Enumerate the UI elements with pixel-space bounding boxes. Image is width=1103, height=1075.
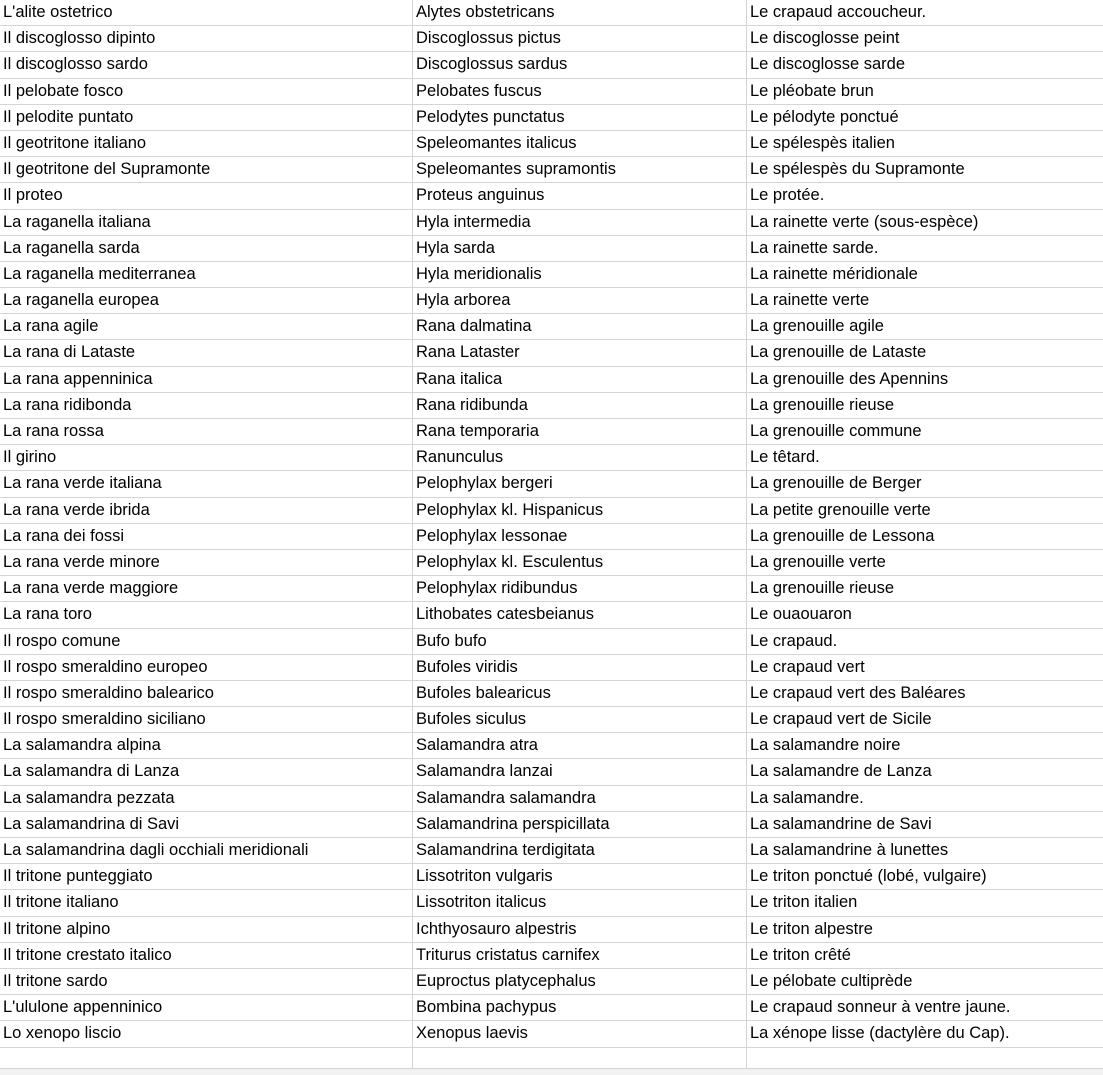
french-name-cell[interactable]: Le triton italien	[750, 893, 858, 912]
scientific-name-cell[interactable]: Discoglossus pictus	[413, 26, 747, 51]
italian-name-cell[interactable]: La rana di Lataste	[0, 340, 413, 365]
french-name-cell[interactable]: La grenouille rieuse	[750, 579, 895, 598]
italian-name-cell[interactable]: Il discoglosso sardo	[0, 52, 413, 77]
table-row	[0, 131, 1103, 157]
scientific-name-cell[interactable]: Euproctus platycephalus	[413, 969, 747, 994]
table-row	[0, 602, 1103, 628]
italian-name-cell[interactable]: Il pelodite puntato	[0, 105, 413, 130]
scientific-name-cell[interactable]: Rana dalmatina	[413, 314, 747, 339]
table-row	[0, 210, 1103, 236]
table-row	[0, 340, 1103, 366]
table-row	[0, 52, 1103, 78]
italian-name-cell[interactable]: La salamandra di Lanza	[0, 759, 413, 784]
scientific-name-cell[interactable]: Lithobates catesbeianus	[413, 602, 747, 627]
scientific-name-cell[interactable]: Hyla arborea	[413, 288, 747, 313]
french-name-cell[interactable]: La grenouille de Berger	[750, 474, 922, 493]
italian-name-cell[interactable]: Il girino	[0, 445, 413, 470]
french-name-cell[interactable]: Le protée.	[750, 186, 825, 205]
italian-name-cell[interactable]: La raganella sarda	[0, 236, 413, 261]
french-name-cell[interactable]: Le triton ponctué (lobé, vulgaire)	[750, 867, 987, 886]
table-row	[0, 419, 1103, 445]
italian-name-cell[interactable]: La rana verde minore	[0, 550, 413, 575]
table-row	[0, 0, 1103, 26]
french-name-cell[interactable]: Le crapaud vert de Sicile	[750, 710, 932, 729]
french-name-cell[interactable]: Le pléobate brun	[750, 81, 874, 100]
italian-name-cell[interactable]: L'ululone appenninico	[0, 995, 413, 1020]
french-name-cell[interactable]: Le triton alpestre	[750, 919, 873, 938]
table-row	[0, 995, 1103, 1021]
scientific-name-cell[interactable]: Pelophylax ridibundus	[413, 576, 747, 601]
french-name-cell[interactable]: La salamandre.	[750, 788, 864, 807]
italian-name-cell[interactable]: Il rospo smeraldino balearico	[0, 681, 413, 706]
scientific-name-cell[interactable]: Bufo bufo	[413, 629, 747, 654]
scientific-name-cell[interactable]: Hyla intermedia	[413, 210, 747, 235]
french-name-cell[interactable]: La salamandre de Lanza	[750, 762, 932, 781]
italian-name-cell[interactable]: Il tritone crestato italico	[0, 943, 413, 968]
french-name-cell[interactable]: Le têtard.	[750, 448, 820, 467]
table-row	[0, 288, 1103, 314]
scientific-name-cell[interactable]: Pelophylax kl. Esculentus	[413, 550, 747, 575]
italian-name-cell[interactable]: Il geotritone del Supramonte	[0, 157, 413, 182]
scientific-name-cell[interactable]: Pelophylax lessonae	[413, 524, 747, 549]
scientific-name-cell[interactable]: Salamandra atra	[413, 733, 747, 758]
italian-name-cell[interactable]: Il proteo	[0, 183, 413, 208]
table-row	[0, 157, 1103, 183]
french-name-cell[interactable]: La grenouille de Lataste	[750, 343, 927, 362]
italian-name-cell[interactable]: Il rospo comune	[0, 629, 413, 654]
table-row	[0, 655, 1103, 681]
italian-name-cell[interactable]: Il geotritone italiano	[0, 131, 413, 156]
table-row	[0, 576, 1103, 602]
french-name-cell[interactable]: Le spélespès italien	[750, 133, 895, 152]
table-row	[0, 550, 1103, 576]
scientific-name-cell[interactable]: Pelophylax kl. Hispanicus	[413, 498, 747, 523]
table-row	[0, 445, 1103, 471]
table-row	[0, 733, 1103, 759]
italian-name-cell[interactable]: La rana verde maggiore	[0, 576, 413, 601]
scientific-name-cell[interactable]: Lissotriton italicus	[413, 890, 747, 915]
table-row	[0, 183, 1103, 209]
french-name-cell[interactable]: La grenouille commune	[750, 422, 922, 440]
french-name-cell[interactable]: Le triton crêté	[750, 945, 851, 964]
scientific-name-cell[interactable]: Ranunculus	[413, 445, 747, 470]
scientific-name-cell[interactable]: Xenopus laevis	[413, 1021, 747, 1046]
table-row	[0, 524, 1103, 550]
french-name-cell[interactable]: La rainette sarde.	[750, 238, 879, 257]
italian-name-cell[interactable]: La salamandrina di Savi	[0, 812, 413, 837]
french-name-cell[interactable]: Le discoglosse sarde	[750, 55, 906, 74]
table-row	[0, 707, 1103, 733]
french-name-cell[interactable]: La grenouille de Lessona	[750, 526, 935, 545]
french-name-cell[interactable]: La salamandrine de Savi	[750, 814, 932, 833]
scientific-name-cell[interactable]: Discoglossus sardus	[413, 52, 747, 77]
french-name-cell[interactable]: La petite grenouille verte	[750, 500, 931, 519]
italian-name-cell[interactable]: La raganella mediterranea	[0, 262, 413, 287]
italian-name-cell[interactable]: La raganella europea	[0, 288, 413, 313]
italian-name-cell[interactable]: Il rospo smeraldino siciliano	[0, 707, 413, 732]
scientific-name-cell[interactable]: Bufoles viridis	[413, 655, 747, 680]
table-row	[0, 864, 1103, 890]
table-row	[0, 917, 1103, 943]
table-row	[0, 262, 1103, 288]
scientific-name-cell[interactable]: Alytes obstetricans	[413, 0, 747, 25]
french-name-cell[interactable]: Le pélodyte ponctué	[750, 107, 899, 126]
scientific-name-cell[interactable]: Hyla meridionalis	[413, 262, 747, 287]
french-name-cell[interactable]: Le crapaud sonneur à ventre jaune.	[750, 998, 1011, 1017]
table-row	[0, 812, 1103, 838]
french-name-cell[interactable]: La grenouille verte	[750, 552, 886, 571]
table-row	[0, 838, 1103, 864]
table-row	[0, 786, 1103, 812]
table-row	[0, 236, 1103, 262]
table-row	[0, 969, 1103, 995]
french-name-cell[interactable]: Le crapaud.	[750, 631, 838, 650]
french-name-cell[interactable]: Le crapaud vert des Baléares	[750, 683, 966, 702]
table-row	[0, 393, 1103, 419]
italian-name-cell[interactable]: La salamandra pezzata	[0, 786, 413, 811]
scientific-name-cell[interactable]: Triturus cristatus carnifex	[413, 943, 747, 968]
scientific-name-cell[interactable]: Salamandra salamandra	[413, 786, 747, 811]
italian-name-cell[interactable]: Lo xenopo liscio	[0, 1021, 413, 1046]
italian-name-cell[interactable]: Il rospo smeraldino europeo	[0, 655, 413, 680]
scientific-name-cell[interactable]: Bombina pachypus	[413, 995, 747, 1020]
italian-name-cell[interactable]: La rana verde ibrida	[0, 498, 413, 523]
scientific-name-cell[interactable]: Rana Lataster	[413, 340, 747, 365]
empty-cell[interactable]	[413, 1048, 747, 1069]
scientific-name-cell[interactable]: Proteus anguinus	[413, 183, 747, 208]
scientific-name-cell[interactable]: Salamandrina terdigitata	[413, 838, 747, 863]
scientific-name-cell[interactable]: Hyla sarda	[413, 236, 747, 261]
italian-name-cell[interactable]: L'alite ostetrico	[0, 0, 413, 25]
french-name-cell[interactable]: La grenouille des Apennins	[750, 369, 949, 388]
empty-cell[interactable]	[0, 1048, 413, 1069]
scientific-name-cell[interactable]: Lissotriton vulgaris	[413, 864, 747, 889]
italian-name-cell[interactable]: Il discoglosso dipinto	[0, 26, 413, 51]
sheet-bottom-strip	[0, 1068, 1103, 1075]
french-name-cell[interactable]: Le crapaud vert	[750, 657, 865, 676]
scientific-name-cell[interactable]: Ichthyosauro alpestris	[413, 917, 747, 942]
italian-name-cell[interactable]: La rana appenninica	[0, 367, 413, 392]
scientific-name-cell[interactable]: Salamandrina perspicillata	[413, 812, 747, 837]
scientific-name-cell[interactable]: Pelophylax bergeri	[413, 471, 747, 496]
table-row	[0, 105, 1103, 131]
italian-name-cell[interactable]: Il tritone alpino	[0, 917, 413, 942]
table-row	[0, 681, 1103, 707]
scientific-name-cell[interactable]: Pelodytes punctatus	[413, 105, 747, 130]
french-name-cell[interactable]: La rainette verte	[750, 291, 870, 310]
empty-row	[0, 1048, 1103, 1070]
french-name-cell[interactable]: La rainette méridionale	[750, 264, 918, 283]
italian-name-cell[interactable]: Il tritone sardo	[0, 969, 413, 994]
italian-name-cell[interactable]: La rana agile	[0, 314, 413, 339]
table-row	[0, 471, 1103, 497]
table-row	[0, 314, 1103, 340]
italian-name-cell[interactable]: La rana verde italiana	[0, 471, 413, 496]
italian-name-cell[interactable]: Il pelobate fosco	[0, 79, 413, 104]
scientific-name-cell[interactable]: Salamandra lanzai	[413, 759, 747, 784]
french-name-cell[interactable]: La salamandrine à lunettes	[750, 841, 949, 859]
table-row	[0, 890, 1103, 916]
french-name-cell[interactable]: La grenouille rieuse	[750, 395, 895, 414]
italian-name-cell[interactable]: La rana toro	[0, 602, 413, 627]
french-name-cell[interactable]: Le spélespès du Supramonte	[750, 160, 965, 179]
scientific-name-cell[interactable]: Bufoles siculus	[413, 707, 747, 732]
table-row	[0, 1021, 1103, 1047]
table-row	[0, 79, 1103, 105]
table-row	[0, 629, 1103, 655]
french-name-cell[interactable]: La rainette verte (sous-espèce)	[750, 212, 979, 231]
french-name-cell[interactable]: La salamandre noire	[750, 736, 901, 755]
empty-cell[interactable]	[747, 1048, 1103, 1069]
italian-name-cell[interactable]: La rana ridibonda	[0, 393, 413, 418]
french-name-cell[interactable]: La grenouille agile	[750, 317, 884, 336]
scientific-name-cell[interactable]: Bufoles balearicus	[413, 681, 747, 706]
table-row	[0, 26, 1103, 52]
scientific-name-cell[interactable]: Rana temporaria	[413, 419, 747, 444]
italian-name-cell[interactable]: Il tritone punteggiato	[0, 864, 413, 889]
table-row	[0, 498, 1103, 524]
french-name-cell[interactable]: Le ouaouaron	[750, 605, 852, 624]
italian-name-cell[interactable]: La salamandrina dagli occhiali meridionali	[0, 838, 413, 863]
scientific-name-cell[interactable]: Rana ridibunda	[413, 393, 747, 418]
scientific-name-cell[interactable]: Rana italica	[413, 367, 747, 392]
french-name-cell[interactable]: Le crapaud accoucheur.	[750, 3, 927, 21]
table-row	[0, 367, 1103, 393]
italian-name-cell[interactable]: La raganella italiana	[0, 210, 413, 235]
italian-name-cell[interactable]: La salamandra alpina	[0, 733, 413, 758]
scientific-name-cell[interactable]: Speleomantes italicus	[413, 131, 747, 156]
scientific-name-cell[interactable]: Speleomantes supramontis	[413, 157, 747, 182]
table-row	[0, 759, 1103, 785]
french-name-cell[interactable]: Le pélobate cultiprède	[750, 971, 913, 990]
italian-name-cell[interactable]: La rana dei fossi	[0, 524, 413, 549]
french-name-cell[interactable]: La xénope lisse (dactylère du Cap).	[750, 1024, 1010, 1043]
italian-name-cell[interactable]: Il tritone italiano	[0, 890, 413, 915]
table-row	[0, 943, 1103, 969]
scientific-name-cell[interactable]: Pelobates fuscus	[413, 79, 747, 104]
french-name-cell[interactable]: Le discoglosse peint	[750, 29, 900, 48]
italian-name-cell[interactable]: La rana rossa	[0, 419, 413, 444]
